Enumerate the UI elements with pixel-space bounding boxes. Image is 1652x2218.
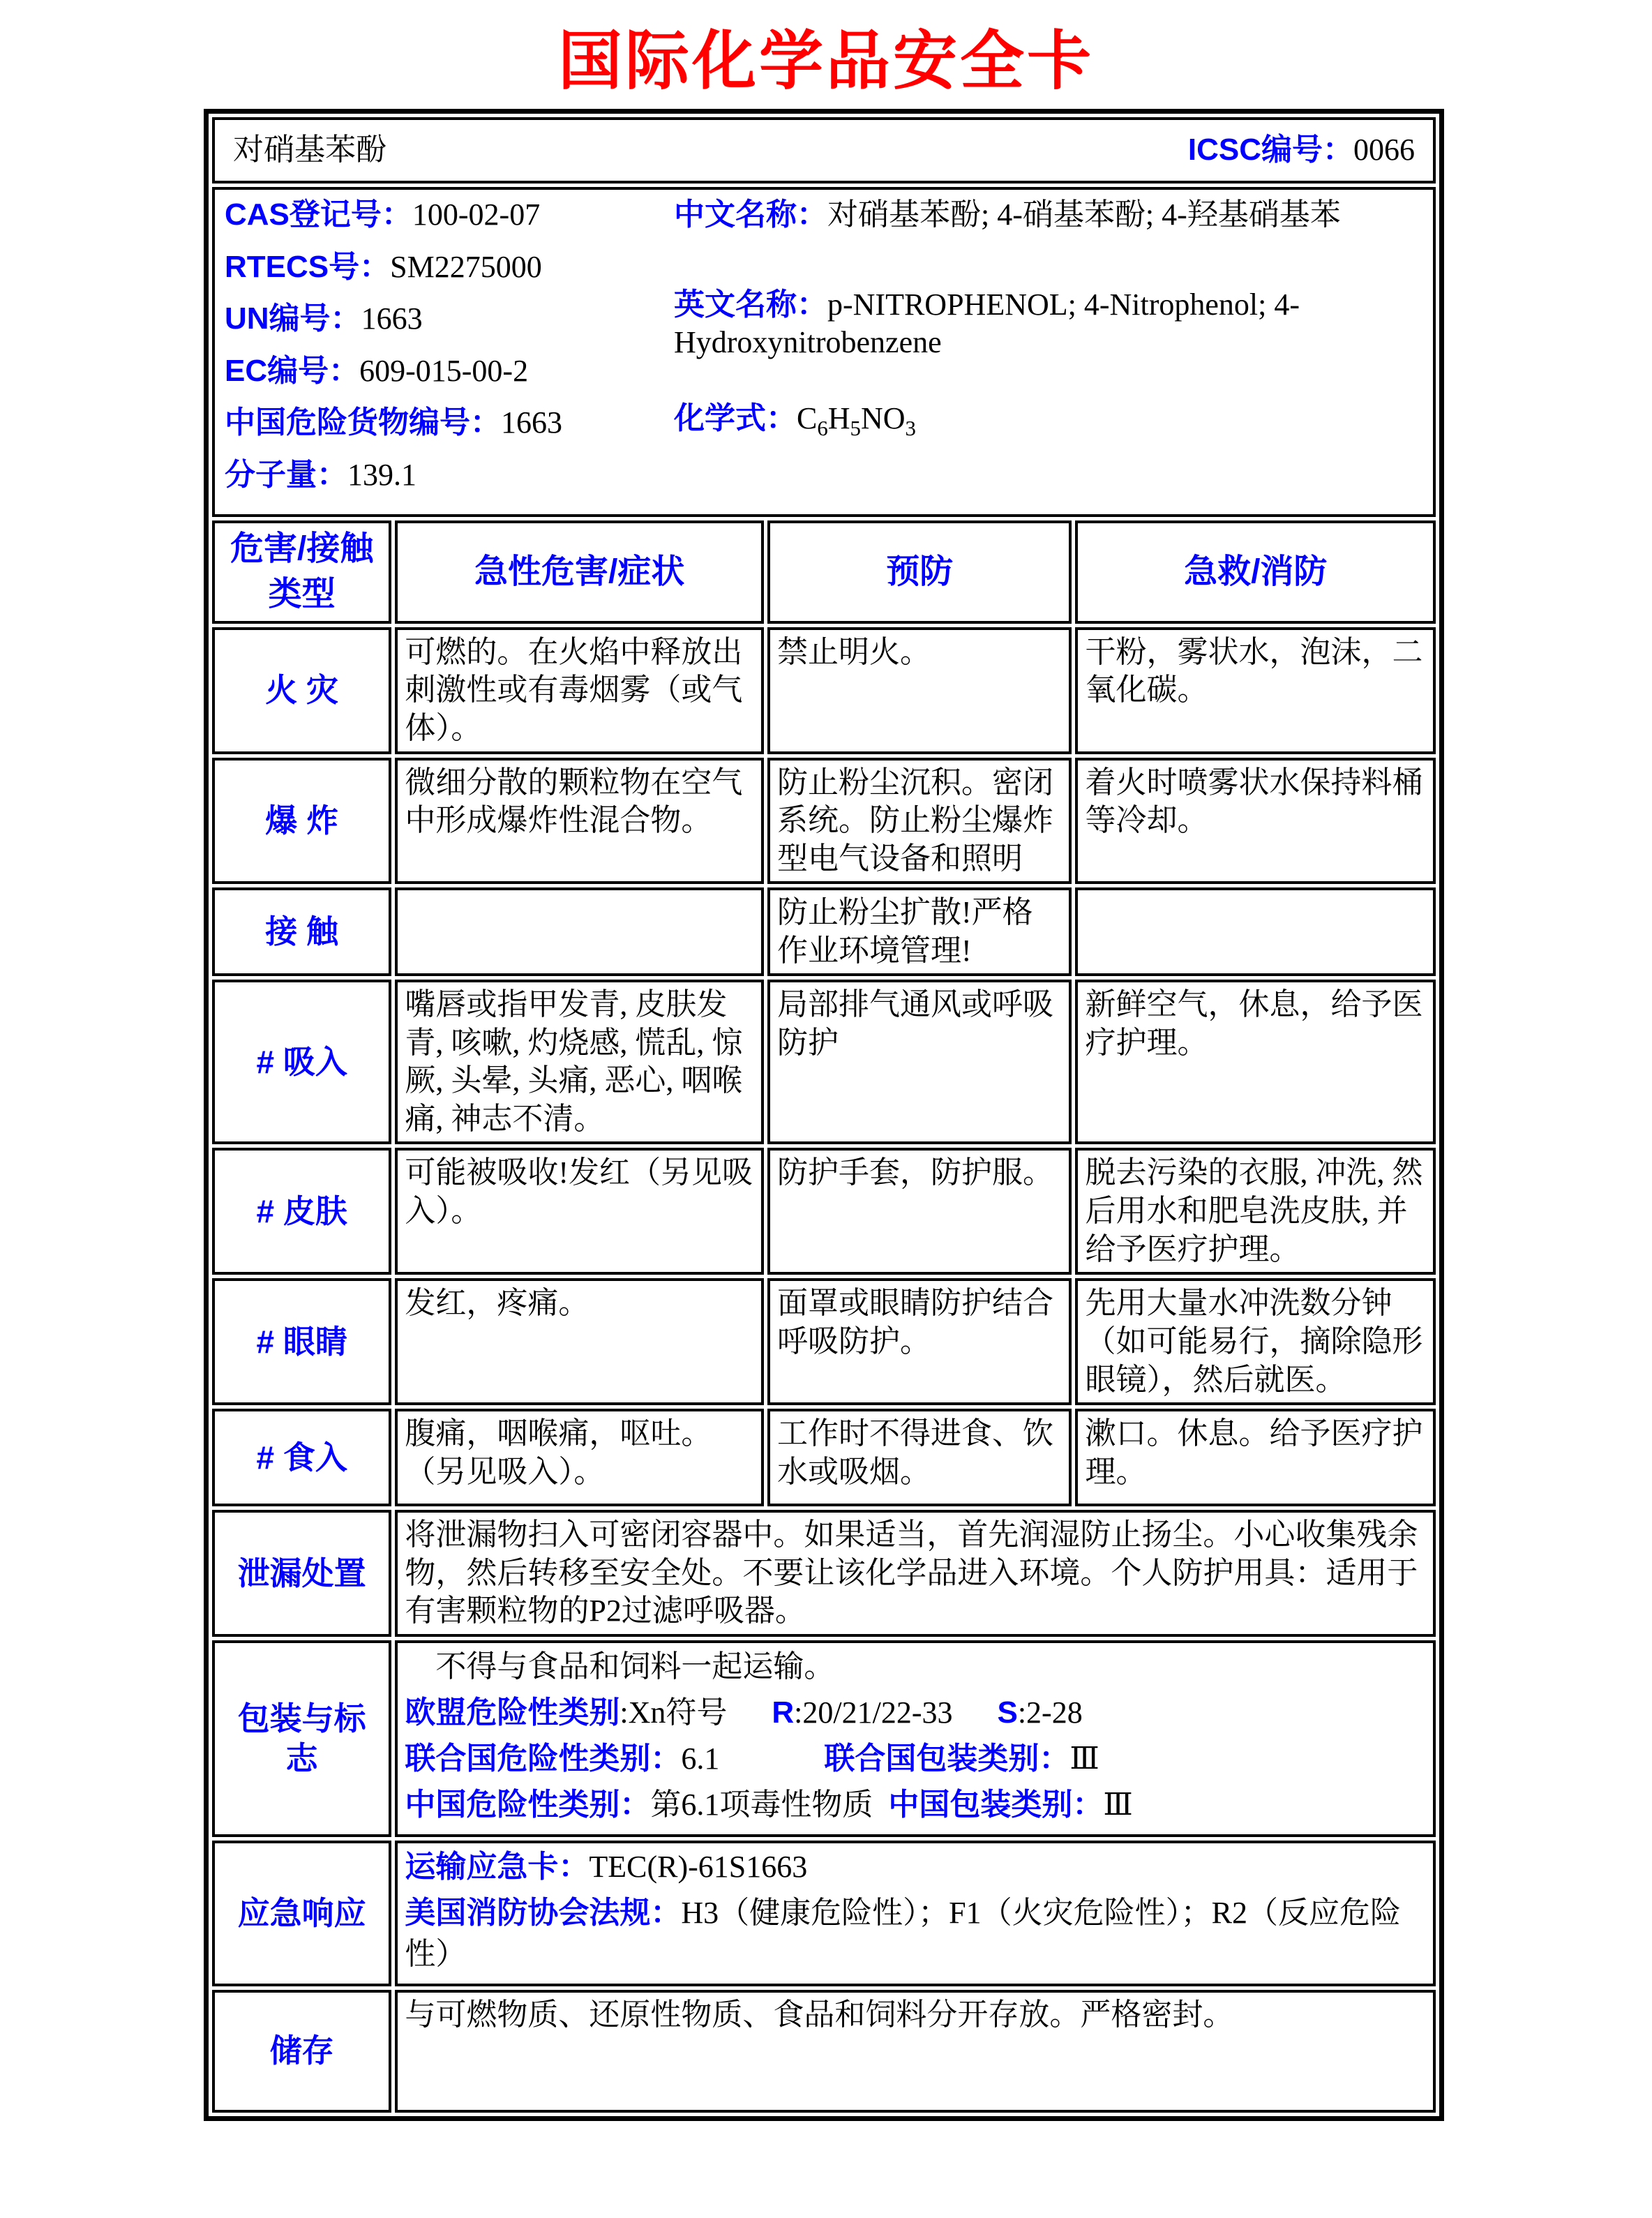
inhalation-symptom: 嘴唇或指甲发青, 皮肤发青, 咳嗽, 灼烧感, 慌乱, 惊厥, 头晕, 头痛, 恶心, 咽喉痛, 神志不清。 (395, 980, 764, 1144)
contact-response (1075, 887, 1436, 976)
eyes-response: 先用大量水冲洗数分钟（如可能易行，摘除隐形眼镜），然后就医。 (1075, 1278, 1436, 1405)
storage-text: 与可燃物质、还原性物质、食品和饲料分开存放。严格密封。 (395, 1990, 1436, 2113)
explosion-symptom: 微细分散的颗粒物在空气中形成爆炸性混合物。 (395, 758, 764, 885)
row-skin (212, 1148, 1436, 1275)
doc-title: 国际化学品安全卡 (557, 26, 1094, 97)
emergency-cell (395, 1841, 1436, 1986)
fire-symptom: 可燃的。在火焰中释放出刺激性或有毒烟雾（或气体）。 (395, 627, 764, 754)
substance-name: 对硝基苯酚 (233, 133, 386, 167)
field-cas: CAS登记号：100-02-07 (225, 197, 541, 232)
eyes-prevention: 面罩或眼睛防护结合呼吸防护。 (767, 1278, 1072, 1405)
emergency-tec: 运输应急卡：TEC(R)-61S1663 (405, 1850, 808, 1884)
row-identification (212, 187, 1436, 517)
identification-cell (212, 187, 1436, 517)
eyes-label: # 眼睛 (212, 1278, 391, 1405)
field-molecular-weight: 分子量：139.1 (225, 457, 416, 492)
header-hazard-type: 危害/接触 类型 (212, 520, 391, 624)
fire-prevention: 禁止明火。 (767, 627, 1072, 754)
safety-card-table (204, 109, 1444, 2121)
explosion-response: 着火时喷雾状水保持料桶等冷却。 (1075, 758, 1436, 885)
row-storage (212, 1990, 1436, 2113)
row-eyes (212, 1278, 1436, 1405)
icsc-number: 0066 (1353, 133, 1415, 167)
ingestion-response: 漱口。休息。给予医疗护理。 (1075, 1409, 1436, 1506)
ingestion-label: # 食入 (212, 1409, 391, 1506)
header-first-aid: 急救/消防 (1075, 520, 1436, 624)
explosion-label: 爆 炸 (212, 758, 391, 885)
skin-response: 脱去污染的衣服, 冲洗, 然后用水和肥皂洗皮肤, 并给予医疗护理。 (1075, 1148, 1436, 1275)
field-rtecs: RTECS号：SM2275000 (225, 249, 542, 284)
field-chemical-formula: 化学式：$C_6H_5NO_3$ (674, 400, 916, 440)
row-ingestion (212, 1409, 1436, 1506)
packaging-label: 包装与标志 (212, 1640, 391, 1837)
ingestion-prevention: 工作时不得进食、饮水或吸烟。 (767, 1409, 1072, 1506)
inhalation-response: 新鲜空气，休息，给予医疗护理。 (1075, 980, 1436, 1144)
fire-label: 火 灾 (212, 627, 391, 754)
contact-prevention: 防止粉尘扩散!严格作业环境管理! (767, 887, 1072, 976)
field-chinese-name: 中文名称：对硝基苯酚; 4-硝基苯酚; 4-羟基硝基苯 (674, 197, 1341, 232)
skin-prevention: 防护手套，防护服。 (767, 1148, 1072, 1275)
contact-symptom (395, 887, 764, 976)
contact-label: 接 触 (212, 887, 391, 976)
explosion-prevention: 防止粉尘沉积。密闭系统。防止粉尘爆炸型电气设备和照明 (767, 758, 1072, 885)
fire-response: 干粉，雾状水，泡沫，二氧化碳。 (1075, 627, 1436, 754)
spillage-label: 泄漏处置 (212, 1510, 391, 1637)
icsc-number-group (1188, 131, 1415, 170)
inhalation-label: # 吸入 (212, 980, 391, 1144)
ingestion-symptom: 腹痛，咽喉痛，呕吐。（另见吸入）。 (395, 1409, 764, 1506)
row-packaging (212, 1640, 1436, 1837)
packaging-cell (395, 1640, 1436, 1837)
chemical-formula: $C_6H_5NO_3$ (797, 400, 916, 440)
row-explosion (212, 758, 1436, 885)
row-spillage (212, 1510, 1436, 1637)
skin-symptom: 可能被吸收!发红（另见吸入）。 (395, 1148, 764, 1275)
packaging-cn-class: 中国危险性类别：第6.1项毒性物质 中国包装类别：Ⅲ (405, 1788, 1133, 1822)
id-names-block (657, 196, 1423, 508)
field-cn-dangerous-goods: 中国危险货物编号：1663 (225, 405, 562, 440)
row-emergency (212, 1841, 1436, 1986)
row-substance (212, 117, 1436, 183)
header-prevention: 预防 (767, 520, 1072, 624)
skin-label: # 皮肤 (212, 1148, 391, 1275)
header-symptoms: 急性危害/症状 (395, 520, 764, 624)
packaging-eu-class: 欧盟危险性类别:Xn符号 R:20/21/22-33 S:2-28 (405, 1695, 1083, 1730)
emergency-nfpa: 美国消防协会法规：H3（健康危险性）；F1（火灾危险性）；R2（反应危险性） (405, 1896, 1401, 1971)
id-numbers-block (225, 196, 657, 508)
inhalation-prevention: 局部排气通风或呼吸防护 (767, 980, 1072, 1144)
emergency-label: 应急响应 (212, 1841, 391, 1986)
spillage-text: 将泄漏物扫入可密闭容器中。如果适当，首先润湿防止扬尘。小心收集残余物，然后转移至安全处。不要让该化学品进入环境。个人防护用具：适用于有害颗粒物的P2过滤呼吸器。 (395, 1510, 1436, 1637)
row-hazard-header (212, 520, 1436, 624)
row-inhalation (212, 980, 1436, 1144)
icsc-label: ICSC编号： (1187, 133, 1353, 167)
packaging-transport-note: 不得与食品和饲料一起运输。 (405, 1649, 835, 1684)
packaging-un-class: 联合国危险性类别：6.1 联合国包装类别：Ⅲ (405, 1741, 1099, 1776)
field-english-name: 英文名称：p-NITROPHENOL; 4-Nitrophenol; 4-Hydroxynitrobenzene (674, 287, 1300, 360)
row-contact (212, 887, 1436, 976)
field-un: UN编号：1663 (225, 301, 423, 336)
row-fire (212, 627, 1436, 754)
eyes-symptom: 发红，疼痛。 (395, 1278, 764, 1405)
substance-cell (212, 117, 1436, 183)
field-ec: EC编号：609-015-00-2 (225, 353, 529, 388)
storage-label: 储存 (212, 1990, 391, 2113)
